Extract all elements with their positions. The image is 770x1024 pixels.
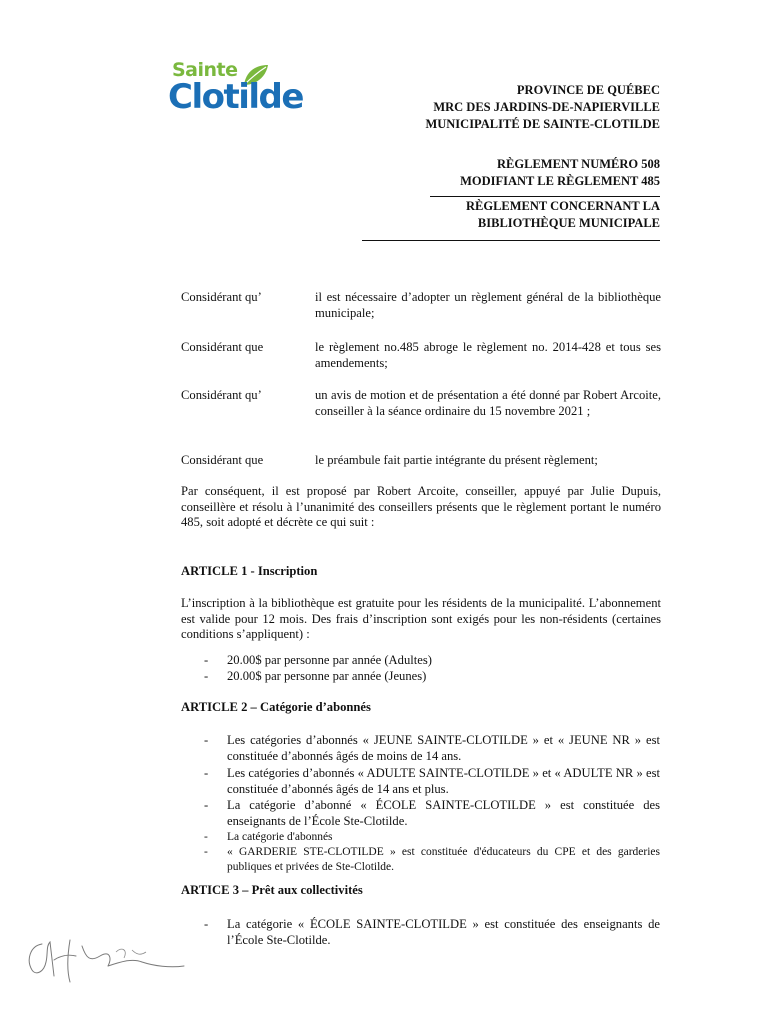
list-item-text: La catégorie d’abonné « ÉCOLE SAINTE-CLOTILDE » est constituée des enseignants de l’École Ste-Clotilde. (227, 798, 660, 828)
considerant-text: le préambule fait partie intégrante du présent règlement; (315, 453, 598, 467)
considerant-text: le règlement no.485 abroge le règlement no. 2014-428 et tous ses amendements; (315, 340, 661, 370)
article-1-text: L’inscription à la bibliothèque est gratuite pour les résidents de la municipalité. L’abonnement est valide pour 12 mois. Des frais d’inscription sont exigés pour les non-résidents (certaines conditions s’appliquent) : (181, 596, 661, 641)
article-1-title: ARTICLE 1 - Inscription (181, 564, 318, 578)
resolution-paragraph: Par conséquent, il est proposé par Robert Arcoite, conseiller, appuyé par Julie Dupuis, conseillère et résolu à l’unanimité des conseillers présents que le règlement portant le numéro 485, soit adopté et décrète ce qui suit : (181, 484, 661, 529)
divider-line (362, 240, 660, 241)
considerant-label: Considérant que (181, 453, 264, 467)
mrc-line: MRC DES JARDINS-DE-NAPIERVILLE (433, 100, 660, 114)
considerant-text: un avis de motion et de présentation a été donné par Robert Arcoite, conseiller à la séance ordinaire du 15 novembre 2021 ; (315, 388, 661, 418)
list-item-text: « GARDERIE STE-CLOTILDE » est constituée d'éducateurs du CPE et des garderies publiques et privées de Ste-Clotilde. (227, 846, 660, 873)
logo-word-clotilde: Clotilde (168, 77, 303, 117)
province-line: PROVINCE DE QUÉBEC (516, 83, 660, 97)
header-reglement-block (340, 156, 660, 190)
header-province-block (340, 82, 660, 133)
list-item-text: 20.00$ par personne par année (Adultes) (227, 653, 432, 667)
considerant-label: Considérant qu’ (181, 388, 262, 402)
reglement-modifies: MODIFIANT LE RÈGLEMENT 485 (460, 174, 660, 188)
considerant-label: Considérant que (181, 340, 264, 354)
list-item-text: La catégorie « ÉCOLE SAINTE-CLOTILDE » est constituée des enseignants de l’École Ste-Clotilde. (227, 917, 660, 947)
bullet-dash: - (204, 846, 208, 858)
bullet-dash: - (204, 653, 209, 667)
bullet-dash: - (204, 733, 209, 747)
reglement-number: RÈGLEMENT NUMÉRO 508 (497, 157, 660, 171)
divider-line (430, 196, 660, 197)
article-3-title: ARTICE 3 – Prêt aux collectivités (181, 883, 363, 897)
list-item-text: La catégorie d'abonnés (227, 831, 333, 843)
list-item-text: Les catégories d’abonnés « JEUNE SAINTE-CLOTILDE » et « JEUNE NR » est constituée d’abonnés âgés de moins de 14 ans. (227, 733, 660, 763)
bullet-dash: - (204, 669, 209, 683)
subject-line-2: BIBLIOTHÈQUE MUNICIPALE (477, 216, 660, 230)
considerant-label: Considérant qu’ (181, 290, 262, 304)
bullet-dash: - (204, 917, 209, 931)
bullet-dash: - (204, 766, 209, 780)
bullet-dash: - (204, 798, 209, 812)
subject-line-1: RÈGLEMENT CONCERNANT LA (465, 199, 660, 213)
considerant-text: il est nécessaire d’adopter un règlement général de la bibliothèque municipale; (315, 290, 661, 320)
bullet-dash: - (204, 831, 208, 843)
article-2-title: ARTICLE 2 – Catégorie d’abonnés (181, 700, 371, 714)
handwritten-signature (24, 932, 194, 987)
list-item-text: Les catégories d’abonnés « ADULTE SAINTE-CLOTILDE » et « ADULTE NR » est constituée d’abonnés âgés de 14 ans et plus. (227, 766, 660, 796)
header-subject-block (340, 198, 660, 232)
logo-word-sainte: Sainte (172, 59, 238, 81)
list-item-text: 20.00$ par personne par année (Jeunes) (227, 669, 427, 683)
municipality-line: MUNICIPALITÉ DE SAINTE-CLOTILDE (425, 117, 660, 131)
municipality-logo (168, 59, 338, 121)
